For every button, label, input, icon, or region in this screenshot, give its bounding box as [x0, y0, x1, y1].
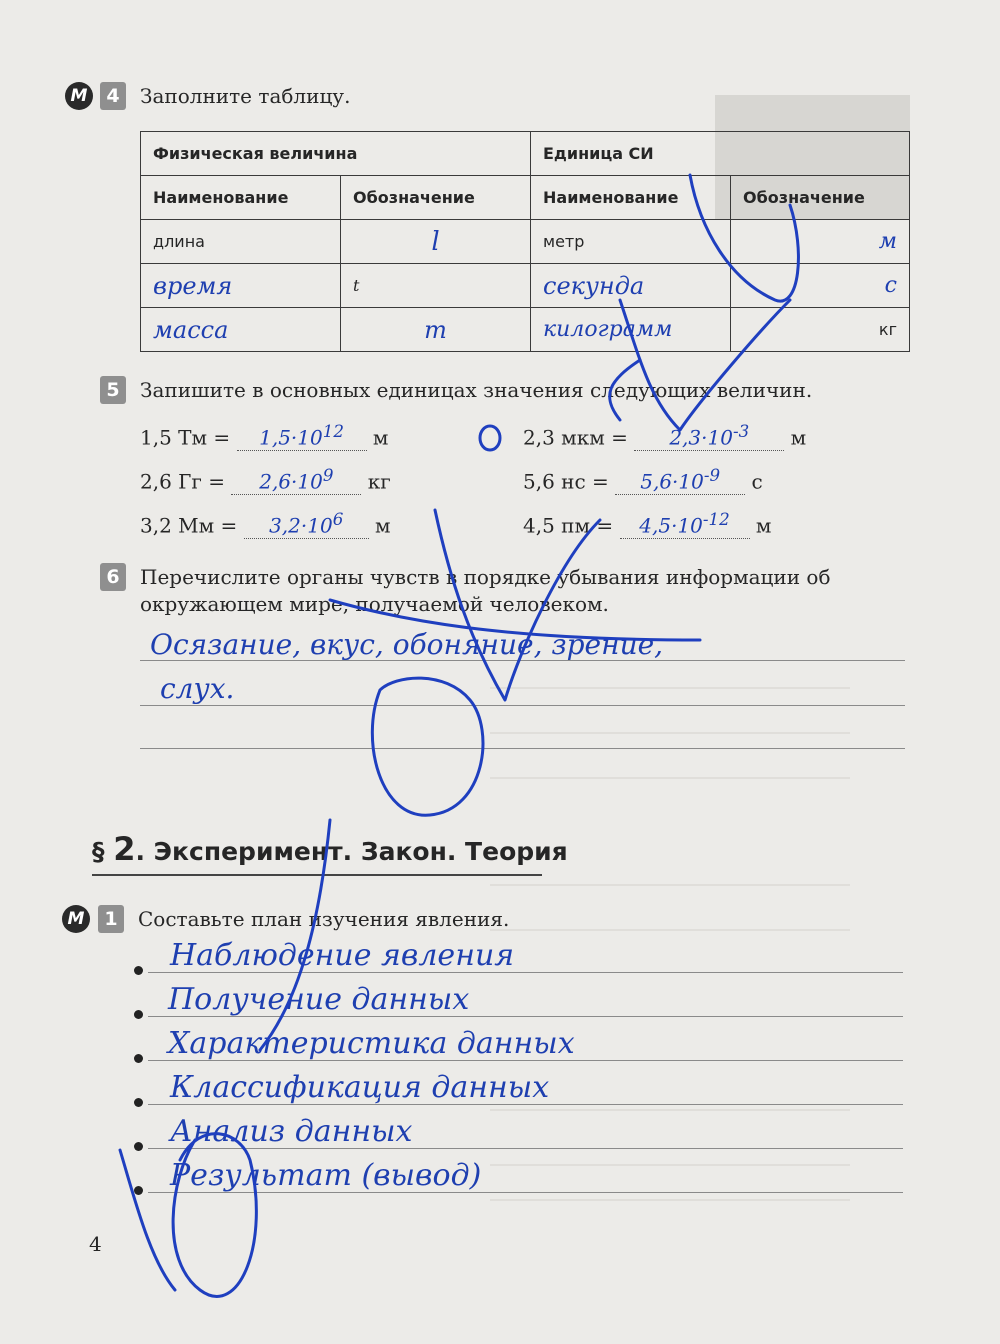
bullet [134, 1054, 143, 1063]
bullet [134, 1010, 143, 1019]
conversion-unit: м [755, 513, 772, 538]
task-number-badge: 5 [100, 376, 126, 404]
conversion-unit: кг [367, 469, 391, 494]
header-si-symbol: Обозначение [731, 176, 910, 220]
conversion-label: 3,2 Мм = [140, 513, 238, 538]
conversion-item [523, 510, 771, 539]
answer-line [140, 705, 905, 706]
method-badge: М [62, 905, 90, 933]
conversion-unit: м [790, 425, 807, 450]
answer-exponent: 6 [332, 510, 344, 529]
conversion-label: 2,6 Гг = [140, 469, 225, 494]
cell-name: длина [141, 220, 341, 264]
task-number-badge: 6 [100, 563, 126, 591]
instruction-line: окружающем мире, получаемой человеком. [140, 592, 609, 616]
handwritten-answer: слух. [160, 672, 235, 705]
table-column-header [141, 176, 910, 220]
conversion-label: 5,6 нс = [523, 469, 609, 494]
task-number-badge: 1 [98, 905, 124, 933]
handwritten-answer: Классификация данных [170, 1070, 550, 1105]
conversion-label: 1,5 Тм = [140, 425, 231, 450]
answer-mantissa: 2,6·10 [259, 469, 323, 494]
conversion-item [523, 422, 806, 451]
task-number-badge: 4 [100, 82, 126, 110]
task-instruction: Составьте план изучения явления. [138, 907, 510, 931]
bullet [134, 966, 143, 975]
answer-mantissa: 1,5·10 [259, 425, 323, 450]
conversion-answer [237, 422, 367, 451]
conversion-unit: с [751, 469, 763, 494]
answer-mantissa: 4,5·10 [639, 513, 703, 538]
task-instruction [140, 564, 910, 618]
conversion-item [140, 510, 391, 539]
handwritten-answer: Получение данных [168, 982, 470, 1017]
answer-exponent: -12 [702, 510, 730, 529]
header-physical-quantity: Физическая величина [141, 132, 531, 176]
bullet [134, 1142, 143, 1151]
handwritten-answer: Характеристика данных [168, 1026, 575, 1061]
cell-symbol: t [341, 264, 531, 308]
conversion-label: 2,3 мкм = [523, 425, 628, 450]
conversion-label: 4,5 пм = [523, 513, 614, 538]
si-units-table [140, 131, 910, 352]
section-title: . Эксперимент. Закон. Теория [135, 837, 568, 866]
answer-exponent: -3 [732, 422, 750, 441]
task-instruction: Запишите в основных единицах значения следующих величин. [140, 378, 813, 402]
cell-symbol-handwritten: m [341, 308, 531, 352]
conversion-answer [634, 422, 784, 451]
cell-si-name-handwritten: килограмм [531, 308, 731, 352]
cell-si-symbol: кг [731, 308, 910, 352]
conversion-item [523, 466, 763, 495]
answer-mantissa: 2,3·10 [669, 425, 733, 450]
table-row [141, 220, 910, 264]
conversion-answer [231, 466, 361, 495]
bullet [134, 1098, 143, 1107]
handwritten-answer: Наблюдение явления [170, 938, 515, 973]
answer-line [140, 748, 905, 749]
handwritten-answer: Результат (вывод) [170, 1158, 482, 1193]
instruction-line: Перечислите органы чувств в порядке убывания информации об [140, 565, 831, 589]
cell-si-name-handwritten: секунда [531, 264, 731, 308]
header-name: Наименование [141, 176, 341, 220]
page-number: 4 [89, 1232, 102, 1256]
cell-name-handwritten: масса [141, 308, 341, 352]
table-group-header [141, 132, 910, 176]
answer-mantissa: 3,2·10 [269, 513, 333, 538]
section-underline [92, 874, 542, 876]
cell-si-symbol-handwritten: м [731, 220, 910, 264]
section-heading [92, 830, 568, 868]
conversion-answer [620, 510, 750, 539]
conversion-unit: м [375, 513, 391, 538]
cell-si-symbol-handwritten: с [731, 264, 910, 308]
cell-si-name: метр [531, 220, 731, 264]
conversion-unit: м [372, 425, 389, 450]
conversion-item [140, 422, 388, 451]
header-si-unit: Единица СИ [531, 132, 910, 176]
header-si-name: Наименование [531, 176, 731, 220]
table-row [141, 264, 910, 308]
conversion-item [140, 466, 391, 495]
answer-exponent: -9 [703, 466, 721, 485]
handwritten-answer: Анализ данных [170, 1114, 413, 1149]
section-symbol: § [92, 837, 105, 866]
conversion-answer [615, 466, 745, 495]
answer-mantissa: 5,6·10 [640, 469, 704, 494]
conversion-answer [244, 510, 369, 539]
answer-exponent: 9 [322, 466, 334, 485]
handwritten-answer: Осязание, вкус, обоняние, зрение, [150, 628, 664, 661]
cell-symbol-handwritten: l [341, 220, 531, 264]
method-badge: М [65, 82, 93, 110]
cell-name-handwritten: время [141, 264, 341, 308]
table-row [141, 308, 910, 352]
answer-exponent: 12 [322, 422, 344, 441]
bullet [134, 1186, 143, 1195]
section-number: 2 [113, 830, 136, 868]
task-instruction: Заполните таблицу. [140, 84, 351, 108]
header-symbol: Обозначение [341, 176, 531, 220]
